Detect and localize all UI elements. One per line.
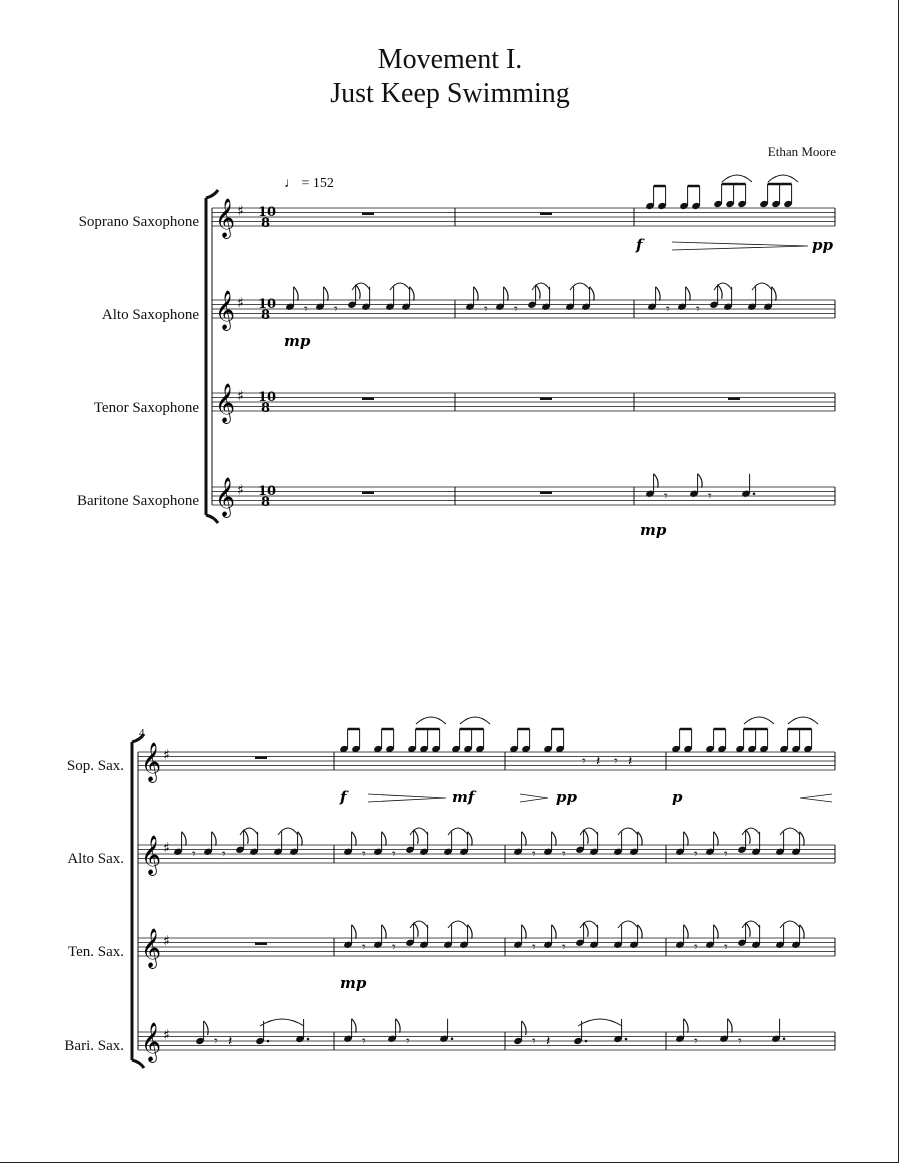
slur [578,1019,622,1026]
dot [267,1040,270,1043]
dot [625,1038,628,1041]
note-flag [522,925,527,939]
dot [585,1040,588,1043]
instrument-name-ten-abbr: Ten. Sax. [67,944,124,960]
sharp-icon: ♯ [237,203,244,220]
eighth-rest-icon: 𝄾 [484,301,488,318]
slur [742,921,760,928]
note-flag [298,832,303,846]
slur [448,828,468,835]
note-flag [684,925,689,939]
eighth-rest-icon: 𝄾 [334,301,338,318]
note-flag [552,832,557,846]
quarter-rest-icon: 𝄽 [596,753,601,770]
slur [742,828,760,835]
eighth-rest-icon: 𝄾 [514,301,518,318]
dynamic-marking: mp [284,332,311,350]
slur [352,283,370,290]
note-flag [294,287,299,301]
dot [451,1037,454,1040]
eighth-rest-icon: 𝄾 [304,301,308,318]
slur [788,717,818,724]
treble-clef-icon: 𝄞 [141,928,162,968]
whole-rest-icon [362,398,374,400]
instrument-name-alto: Alto Saxophone [101,307,199,323]
eighth-rest-icon: 𝄾 [362,1033,366,1050]
note-flag [352,1019,357,1033]
slur [570,283,590,290]
eighth-rest-icon: 𝄾 [562,939,566,956]
whole-rest-icon [255,943,267,945]
note-flag [352,832,357,846]
note-flag [396,1019,401,1033]
movement-title: Movement I. [377,44,523,75]
time-signature-bottom: 8 [261,401,271,416]
time-signature-top: 10 [258,484,277,499]
crescendo-hairpin [800,794,832,802]
eighth-rest-icon: 𝄾 [532,939,536,956]
note-flag [714,832,719,846]
eighth-rest-icon: 𝄾 [192,846,196,863]
slur [722,175,752,182]
eighth-rest-icon: 𝄾 [532,846,536,863]
note-flag [746,923,751,937]
instrument-name-soprano: Soprano Saxophone [78,214,199,230]
note-flag [684,832,689,846]
slur [410,921,428,928]
slur [260,1019,304,1026]
dynamic-marking: p [672,788,683,806]
note-flag [504,287,509,301]
whole-rest-icon [362,492,374,494]
note-flag [584,830,589,844]
measure-number: 4 [139,727,145,739]
eighth-rest-icon: 𝄾 [614,753,618,770]
decrescendo-hairpin [520,794,548,802]
time-signature-bottom: 8 [261,308,271,323]
treble-clef-icon: 𝄞 [141,835,162,875]
dot [783,1037,786,1040]
note-flag [800,832,805,846]
slur [618,828,638,835]
slur [532,283,550,290]
eighth-rest-icon: 𝄾 [696,301,700,318]
slur [580,828,598,835]
slur [580,921,598,928]
eighth-rest-icon: 𝄾 [694,939,698,956]
instrument-name-alto-abbr: Alto Sax. [67,851,124,867]
note-flag [212,832,217,846]
treble-clef-icon: 𝄞 [215,290,236,330]
eighth-rest-icon: 𝄾 [666,301,670,318]
note-flag [552,925,557,939]
time-signature-top: 10 [258,297,277,312]
tempo-marking: ♩ = 152 [284,176,334,191]
instrument-name-sop-abbr: Sop. Sax. [66,758,124,774]
sharp-icon: ♯ [163,933,170,950]
slur [240,828,258,835]
note-flag [382,832,387,846]
eighth-rest-icon: 𝄾 [582,753,586,770]
note-flag [410,287,415,301]
time-signature-bottom: 8 [261,495,271,510]
instrument-name-baritone: Baritone Saxophone [76,493,199,509]
note-flag [356,285,361,299]
slur [460,717,490,724]
note-flag [324,287,329,301]
note-flag [352,925,357,939]
note-flag [714,925,719,939]
sharp-icon: ♯ [163,1027,170,1044]
whole-rest-icon [540,492,552,494]
note-flag [584,923,589,937]
eighth-rest-icon: 𝄾 [406,1033,410,1050]
treble-clef-icon: 𝄞 [215,198,236,238]
quarter-note-icon: ♩ [284,176,298,191]
note-flag [182,832,187,846]
eighth-rest-icon: 𝄾 [392,939,396,956]
note-flag [244,830,249,844]
note-flag [414,923,419,937]
sharp-icon: ♯ [163,840,170,857]
note-flag [772,287,777,301]
note-flag [686,287,691,301]
time-signature-top: 10 [258,205,277,220]
note-flag [638,832,643,846]
eighth-rest-icon: 𝄾 [532,1033,536,1050]
eighth-rest-icon: 𝄾 [724,846,728,863]
time-signature-top: 10 [258,390,277,405]
time-signature-bottom: 8 [261,216,271,231]
slur [768,175,798,182]
note-flag [204,1021,209,1035]
eighth-rest-icon: 𝄾 [222,846,226,863]
composer-name: Ethan Moore [767,144,836,159]
eighth-rest-icon: 𝄾 [694,1033,698,1050]
eighth-rest-icon: 𝄾 [664,488,668,505]
note-flag [728,1019,733,1033]
decrescendo-hairpin [672,242,808,250]
treble-clef-icon: 𝄞 [215,477,236,517]
note-flag [536,285,541,299]
note-flag [800,925,805,939]
note-flag [414,830,419,844]
note-flag [718,285,723,299]
note-flag [522,832,527,846]
dynamic-marking: mp [340,974,367,992]
sharp-icon: ♯ [163,747,170,764]
slur [780,921,800,928]
slur [448,921,468,928]
slur [410,828,428,835]
eighth-rest-icon: 𝄾 [362,846,366,863]
eighth-rest-icon: 𝄾 [738,1033,742,1050]
decrescendo-hairpin [368,794,446,802]
instrument-name-bari-abbr: Bari. Sax. [64,1038,124,1054]
note-flag [684,1019,689,1033]
dynamic-marking: mf [452,788,475,806]
slur [744,717,774,724]
treble-clef-icon: 𝄞 [215,383,236,423]
note-flag [382,925,387,939]
slur [416,717,446,724]
dynamic-marking: f [340,788,347,806]
treble-clef-icon: 𝄞 [141,1022,162,1062]
slur [390,283,410,290]
eighth-rest-icon: 𝄾 [562,846,566,863]
instrument-name-tenor: Tenor Saxophone [93,400,199,416]
whole-rest-icon [255,757,267,759]
quarter-rest-icon: 𝄽 [228,1033,233,1050]
slur [714,283,732,290]
slur [618,921,638,928]
note-flag [468,832,473,846]
dot [307,1038,310,1041]
note-flag [590,287,595,301]
dynamic-marking: pp [556,788,577,806]
eighth-rest-icon: 𝄾 [214,1033,218,1050]
eighth-rest-icon: 𝄾 [724,939,728,956]
note-flag [746,830,751,844]
eighth-rest-icon: 𝄾 [392,846,396,863]
note-flag [522,1021,527,1035]
slur [752,283,772,290]
quarter-rest-icon: 𝄽 [628,753,633,770]
slur [278,828,298,835]
sharp-icon: ♯ [237,482,244,499]
note-flag [474,287,479,301]
dynamic-marking: mp [640,521,667,539]
eighth-rest-icon: 𝄾 [708,488,712,505]
piece-title: Just Keep Swimming [330,78,570,109]
eighth-rest-icon: 𝄾 [694,846,698,863]
slur [780,828,800,835]
quarter-rest-icon: 𝄽 [546,1033,551,1050]
note-flag [654,474,659,488]
sharp-icon: ♯ [237,295,244,312]
whole-rest-icon [540,213,552,215]
whole-rest-icon [362,213,374,215]
treble-clef-icon: 𝄞 [141,742,162,782]
dynamic-marking: f [636,236,643,254]
whole-rest-icon [540,398,552,400]
dot [753,492,756,495]
dynamic-marking: pp [812,236,833,254]
eighth-rest-icon: 𝄾 [362,939,366,956]
sharp-icon: ♯ [237,388,244,405]
note-flag [656,287,661,301]
note-flag [638,925,643,939]
whole-rest-icon [728,398,740,400]
note-flag [698,474,703,488]
note-flag [468,925,473,939]
